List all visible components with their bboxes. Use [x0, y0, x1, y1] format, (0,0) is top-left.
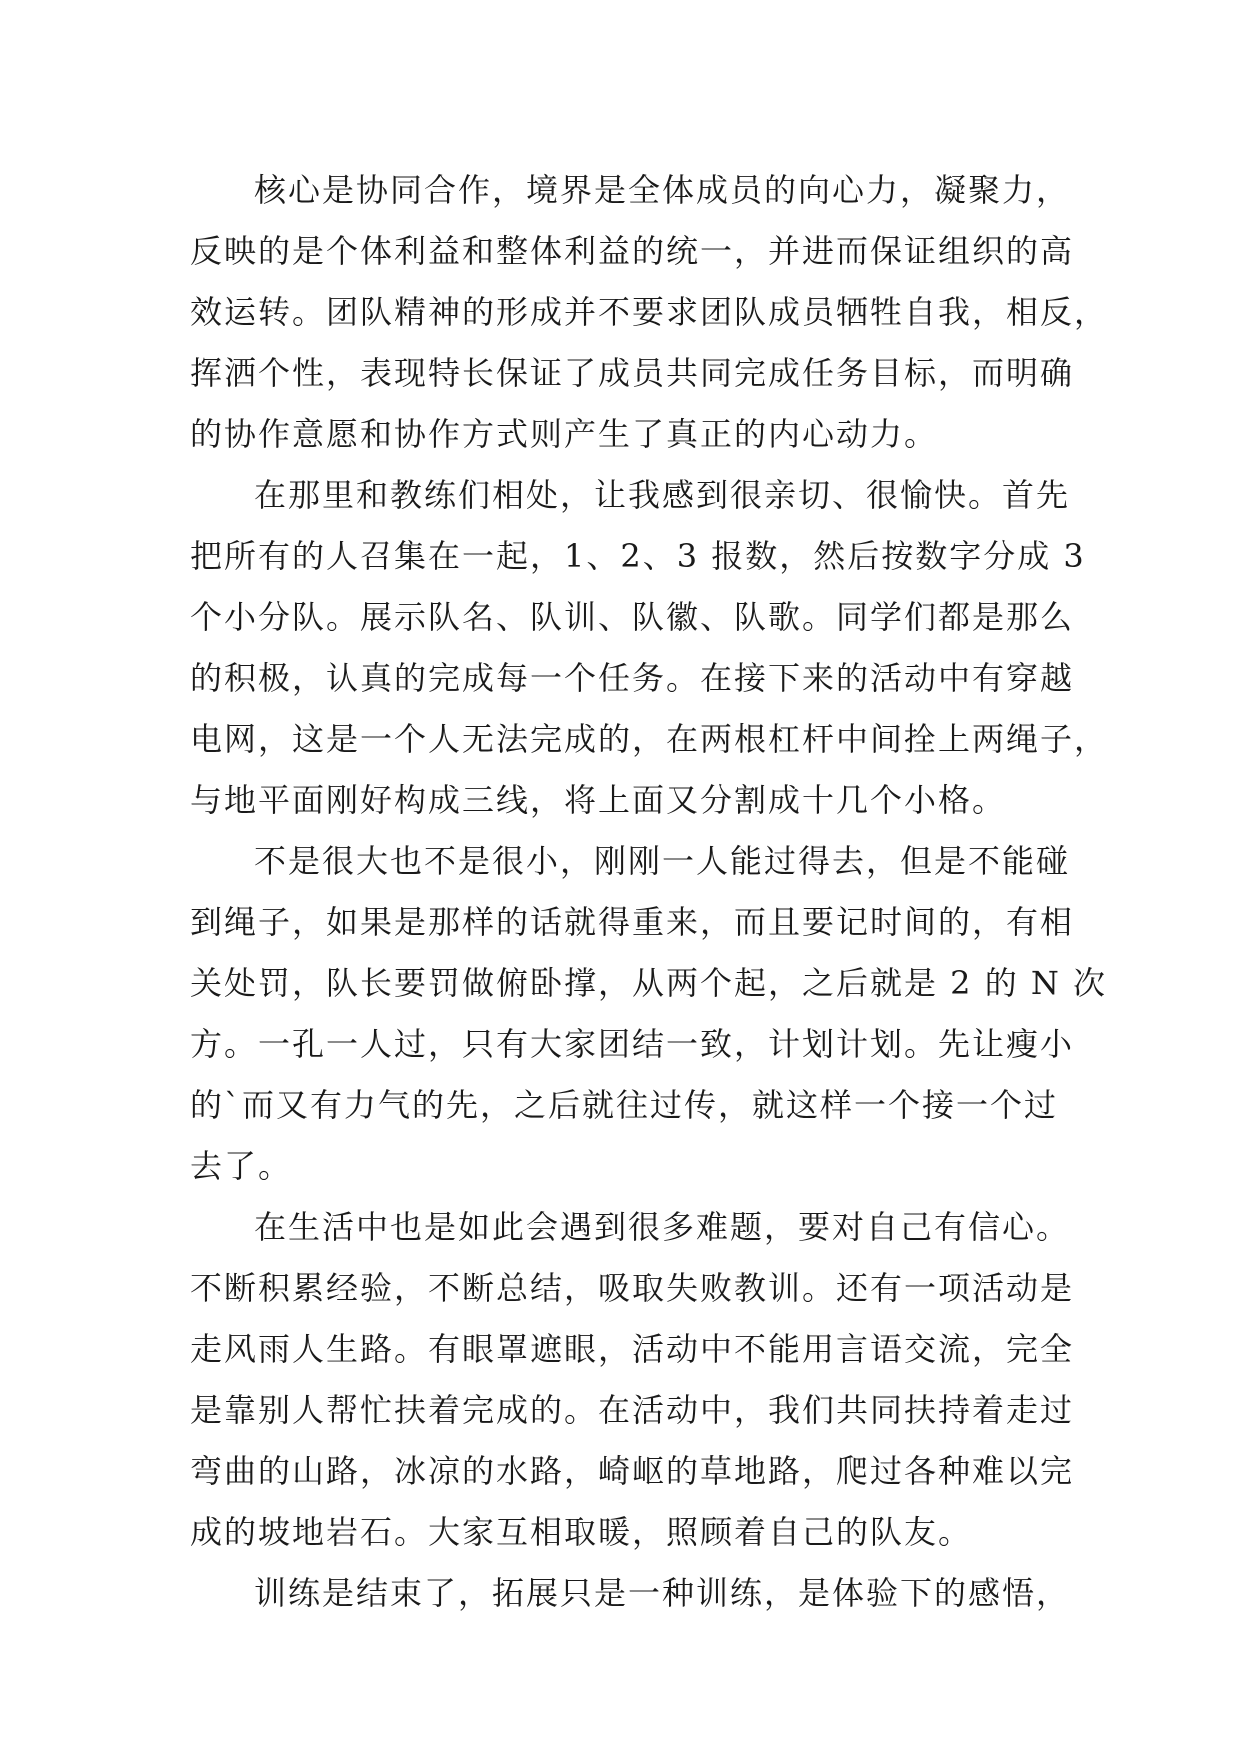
- paragraph-4: [190, 1197, 1075, 1563]
- paragraph-line: 把所有的人召集在一起，1、2、3 报数，然后按数字分成 3: [190, 537, 1086, 575]
- paragraph-line: 弯曲的山路，冰凉的水路，崎岖的草地路，爬过各种难以完: [190, 1452, 1075, 1490]
- paragraph-line: 在那里和教练们相处，让我感到很亲切、很愉快。首先: [254, 476, 1071, 514]
- paragraph-line: 关处罚，队长要罚做俯卧撑，从两个起，之后就是 2 的 N 次: [190, 964, 1108, 1002]
- paragraph-line: 到绳子，如果是那样的话就得重来，而且要记时间的，有相: [190, 903, 1075, 941]
- paragraph-line: 走风雨人生路。有眼罩遮眼，活动中不能用言语交流，完全: [190, 1330, 1075, 1368]
- paragraph-line: 不是很大也不是很小，刚刚一人能过得去，但是不能碰: [254, 842, 1071, 880]
- paragraph-line: 反映的是个体利益和整体利益的统一，并进而保证组织的高: [190, 232, 1075, 270]
- paragraph-line: 个小分队。展示队名、队训、队徽、队歌。同学们都是那么: [190, 598, 1075, 636]
- document-body: [190, 160, 1109, 1624]
- paragraph-line: 训练是结束了，拓展只是一种训练，是体验下的感悟，: [254, 1574, 1071, 1612]
- paragraph-line: 是靠别人帮忙扶着完成的。在活动中，我们共同扶持着走过: [190, 1391, 1075, 1429]
- paragraph-line: 成的坡地岩石。大家互相取暖，照顾着自己的队友。: [190, 1513, 973, 1551]
- paragraph-line: 效运转。团队精神的形成并不要求团队成员牺牲自我，相反，: [190, 293, 1109, 331]
- paragraph-5: [190, 1563, 1071, 1624]
- paragraph-line: 的协作意愿和协作方式则产生了真正的内心动力。: [190, 415, 939, 453]
- paragraph-line: 方。一孔一人过，只有大家团结一致，计划计划。先让瘦小: [190, 1025, 1075, 1063]
- paragraph-line: 不断积累经验，不断总结，吸取失败教训。还有一项活动是: [190, 1269, 1075, 1307]
- paragraph-line: 的积极，认真的完成每一个任务。在接下来的活动中有穿越: [190, 659, 1075, 697]
- paragraph-2: [190, 465, 1109, 831]
- paragraph-line: 在生活中也是如此会遇到很多难题，要对自己有信心。: [254, 1208, 1071, 1246]
- paragraph-line: 电网，这是一个人无法完成的，在两根杠杆中间拴上两绳子，: [190, 720, 1109, 758]
- paragraph-3: [190, 831, 1108, 1197]
- paragraph-line: 挥洒个性，表现特长保证了成员共同完成任务目标，而明确: [190, 354, 1075, 392]
- paragraph-1: [190, 160, 1109, 465]
- paragraph-line: 去了。: [190, 1147, 293, 1185]
- paragraph-line: 与地平面刚好构成三线，将上面又分割成十几个小格。: [190, 781, 1007, 819]
- paragraph-line: 核心是协同合作，境界是全体成员的向心力，凝聚力，: [254, 171, 1071, 209]
- paragraph-line: 的`而又有力气的先，之后就往过传，就这样一个接一个过: [190, 1086, 1059, 1124]
